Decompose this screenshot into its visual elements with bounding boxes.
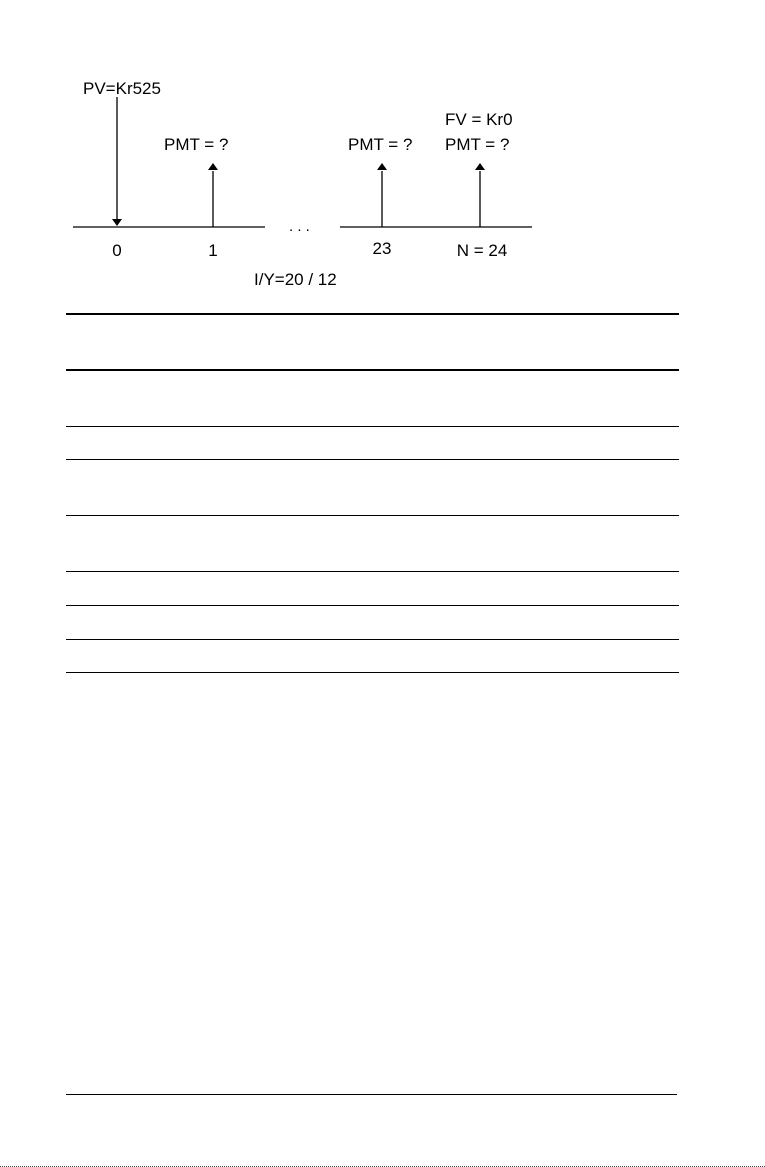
pmt-label-period-23: PMT = ? [348, 135, 413, 154]
interest-rate-label: I/Y=20 / 12 [254, 270, 337, 289]
table-row-rule [66, 515, 679, 516]
period-label-1: 1 [208, 241, 218, 260]
pmt-arrowhead-icon [475, 163, 485, 170]
page-footer-rule [66, 1094, 677, 1095]
table-row-rule [66, 571, 679, 572]
table-row-rule [66, 459, 679, 460]
period-label-24: N = 24 [456, 241, 508, 260]
table-header-rule [66, 369, 679, 371]
pv-arrowhead-icon [112, 219, 122, 226]
pmt-arrowhead-icon [377, 163, 387, 170]
pmt-label-period-1: PMT = ? [164, 135, 229, 154]
table-row-rule [66, 605, 679, 606]
table-top-rule [66, 313, 679, 315]
table-row-rule [66, 639, 679, 640]
table-row-rule [66, 426, 679, 427]
period-label-0: 0 [112, 241, 122, 260]
pv-label: PV=Kr525 [83, 79, 161, 98]
timeline-ellipsis: . . . [289, 218, 310, 235]
period-label-23: 23 [372, 239, 392, 258]
fv-label: FV = Kr0 [445, 110, 513, 129]
cash-flow-timeline-diagram [0, 0, 765, 300]
table-bottom-rule [66, 672, 679, 673]
pmt-arrowhead-icon [208, 163, 218, 170]
pmt-label-period-24: PMT = ? [445, 135, 510, 154]
